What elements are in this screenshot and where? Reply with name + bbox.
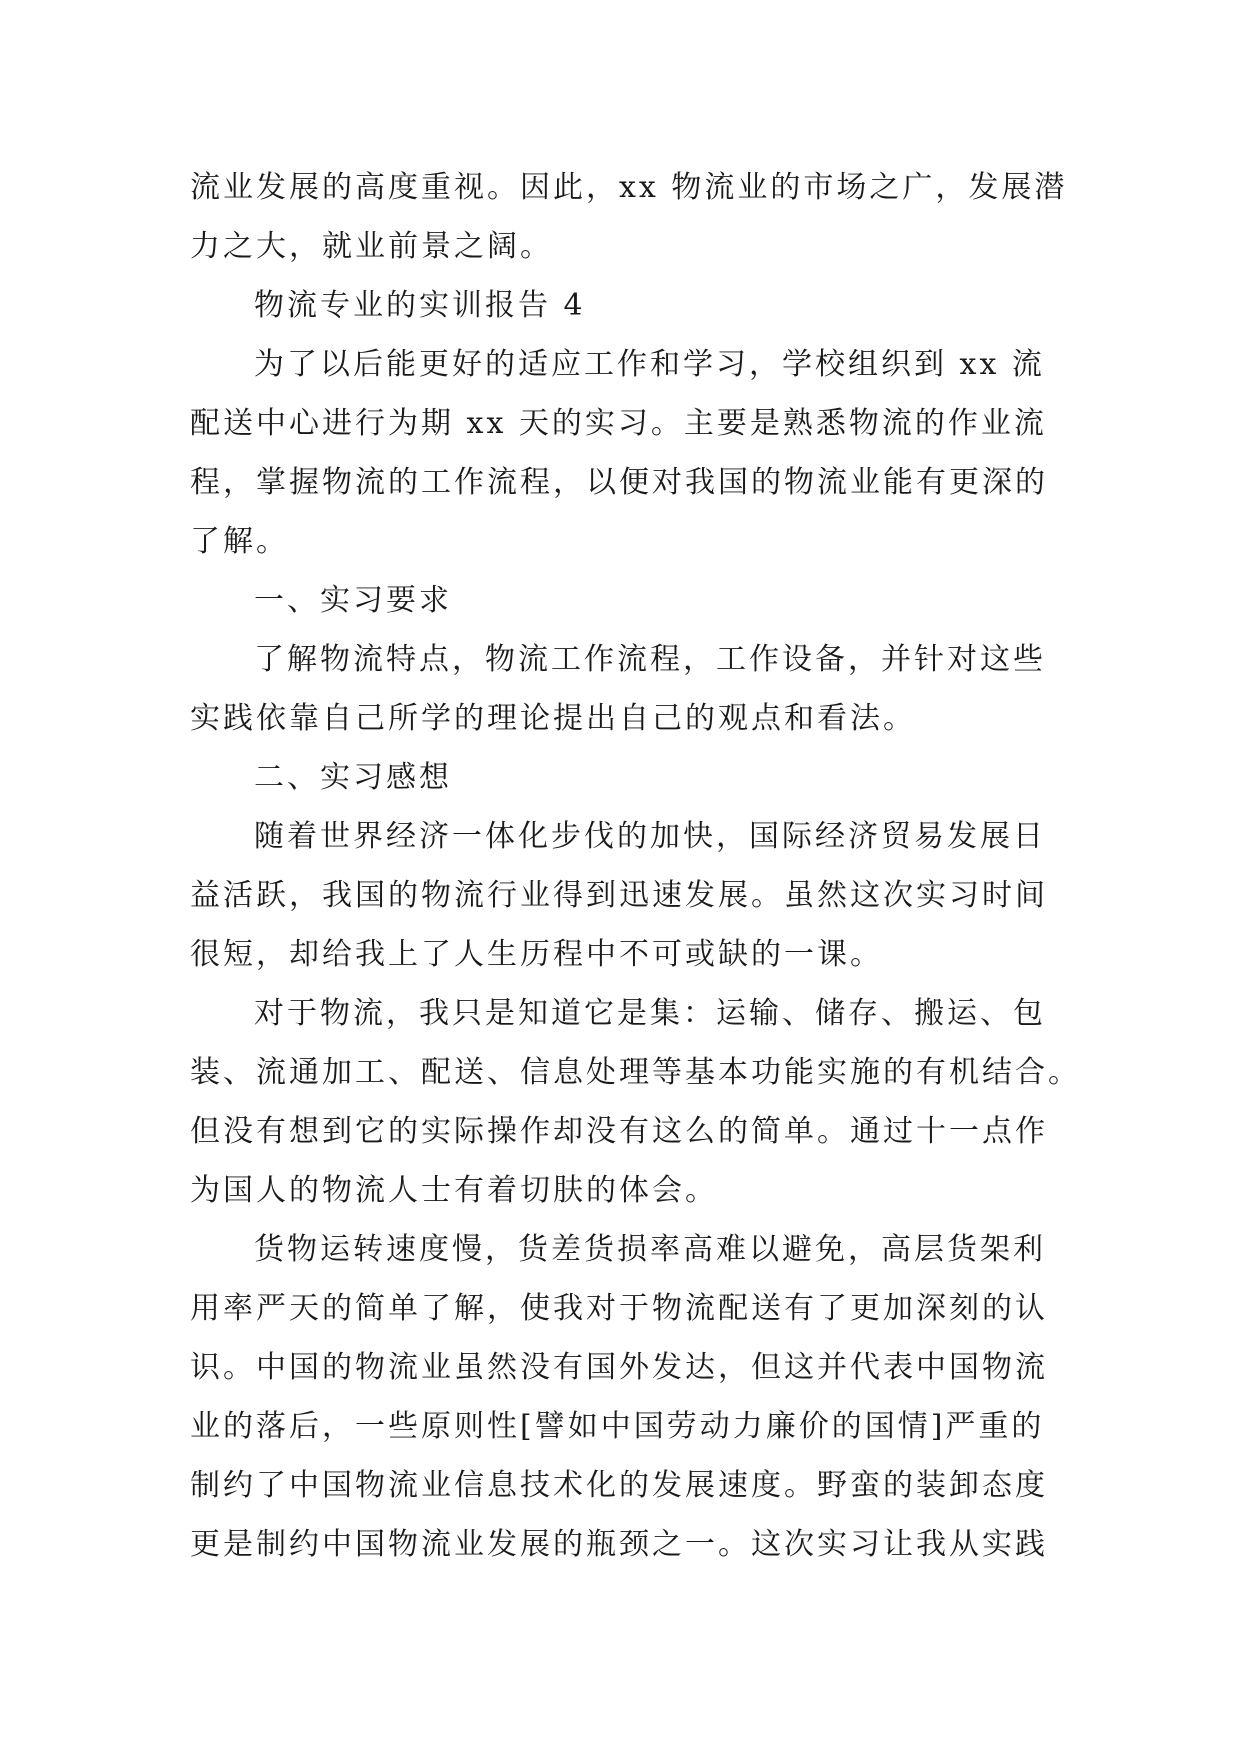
document-body [190,158,1081,1574]
text-line: 实践依靠自己所学的理论提出自己的观点和看法。 [190,701,916,736]
text-line: 很短，却给我上了人生历程中不可或缺的一课。 [190,937,883,972]
text-line: 业的落后，一些原则性[譬如中国劳动力廉价的国情]严重的 [190,1409,1045,1444]
text-line: 用率严天的简单了解，使我对于物流配送有了更加深刻的认 [190,1291,1048,1326]
text-line: 配送中心进行为期 xx 天的实习。主要是熟悉物流的作业流 [190,406,1047,441]
paragraph-first-line: 对于物流，我只是知道它是集：运输、储存、搬运、包 [254,996,1046,1031]
text-line: 装、流通加工、配送、信息处理等基本功能实施的有机结合。 [190,1055,1081,1090]
text-line: 程，掌握物流的工作流程，以便对我国的物流业能有更深的 [190,465,1048,500]
text-line: 了解。 [190,524,289,559]
text-line: 制约了中国物流业信息技术化的发展速度。野蛮的装卸态度 [190,1468,1048,1503]
text-line: 益活跃，我国的物流行业得到迅速发展。虽然这次实习时间 [190,878,1048,913]
text-line: 更是制约中国物流业发展的瓶颈之一。这次实习让我从实践 [190,1527,1048,1562]
section-heading-requirements: 一、实习要求 [254,583,452,618]
section-title: 物流专业的实训报告 4 [254,288,586,323]
text-line: 识。中国的物流业虽然没有国外发达，但这并代表中国物流 [190,1350,1048,1385]
paragraph-first-line: 了解物流特点，物流工作流程，工作设备，并针对这些 [254,642,1046,677]
paragraph-first-line: 随着世界经济一体化步伐的加快，国际经济贸易发展日 [254,819,1046,854]
text-line: 为国人的物流人士有着切肤的体会。 [190,1173,718,1208]
paragraph-first-line: 货物运转速度慢，货差货损率高难以避免，高层货架利 [254,1232,1046,1267]
section-heading-reflections: 二、实习感想 [254,760,452,795]
text-line: 力之大，就业前景之阔。 [190,229,553,264]
text-line: 流业发展的高度重视。因此，xx 物流业的市场之广，发展潜 [190,170,1068,205]
text-line: 但没有想到它的实际操作却没有这么的简单。通过十一点作 [190,1114,1048,1149]
paragraph-first-line: 为了以后能更好的适应工作和学习，学校组织到 xx 流 [254,347,1045,382]
